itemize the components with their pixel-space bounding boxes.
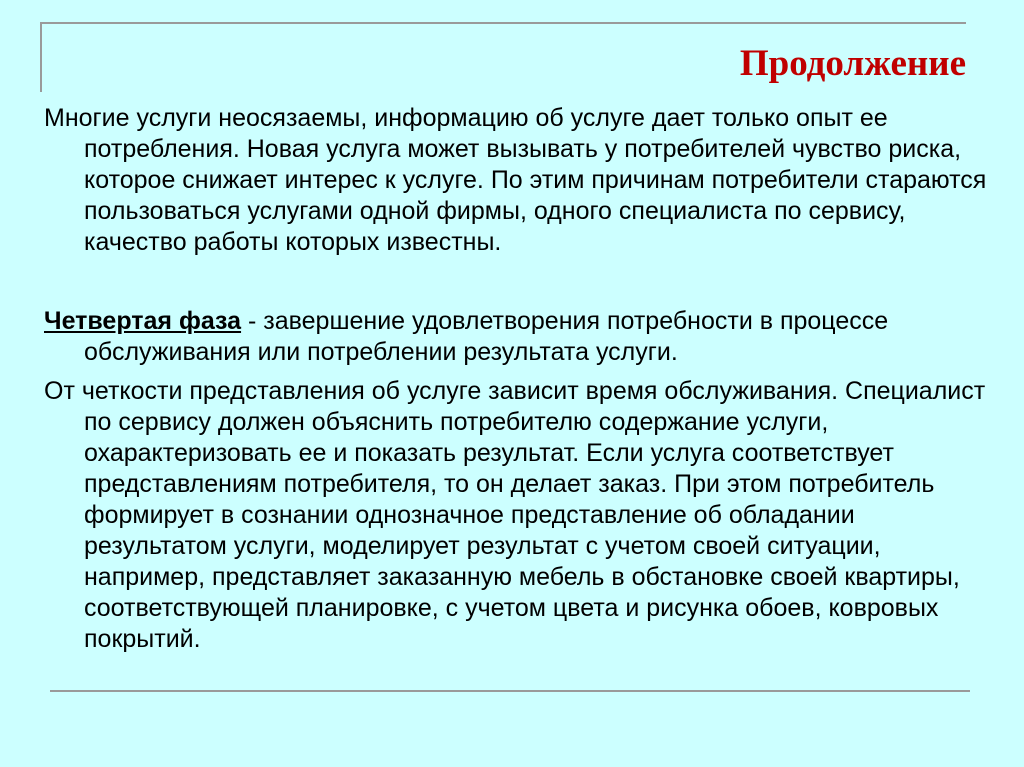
left-rule-line	[40, 22, 42, 92]
slide-title: Продолжение	[739, 43, 966, 84]
top-rule-line	[40, 22, 966, 24]
bottom-rule-line	[50, 690, 970, 692]
fourth-phase-term: Четвертая фаза	[44, 307, 242, 335]
paragraph-service-clarity: От четкости представления об услуге зависит время обслуживания. Специалист по сервису должен объяснить потребителю содержание услуги, охарактеризовать ее и показать результат. Если услуга соответствует представлениям потребителя, то он делает заказ. При этом потребитель формирует в сознании однозначное представление об обладании результатом услуги, моделирует результат с учетом своей ситуации, например, представляет заказанную мебель в обстановке своей квартиры, соответствующей планировке, с учетом цвета и рисунка обоев, ковровых покрытий.	[44, 377, 986, 653]
paragraph-fourth-phase	[44, 306, 994, 368]
slide-body	[44, 103, 994, 655]
fourth-phase-description: - завершение удовлетворения потребности в процессе обслуживания или потреблении результата услуги.	[84, 307, 889, 366]
paragraph-intangible-services: Многие услуги неосязаемы, информацию об услуге дает только опыт ее потребления. Новая услуга может вызывать у потребителей чувство риска, которое снижает интерес к услуге. По этим причинам потребители стараются пользоваться услугами одной фирмы, одного специалиста по сервису, качество работы которых известны.	[44, 104, 987, 256]
